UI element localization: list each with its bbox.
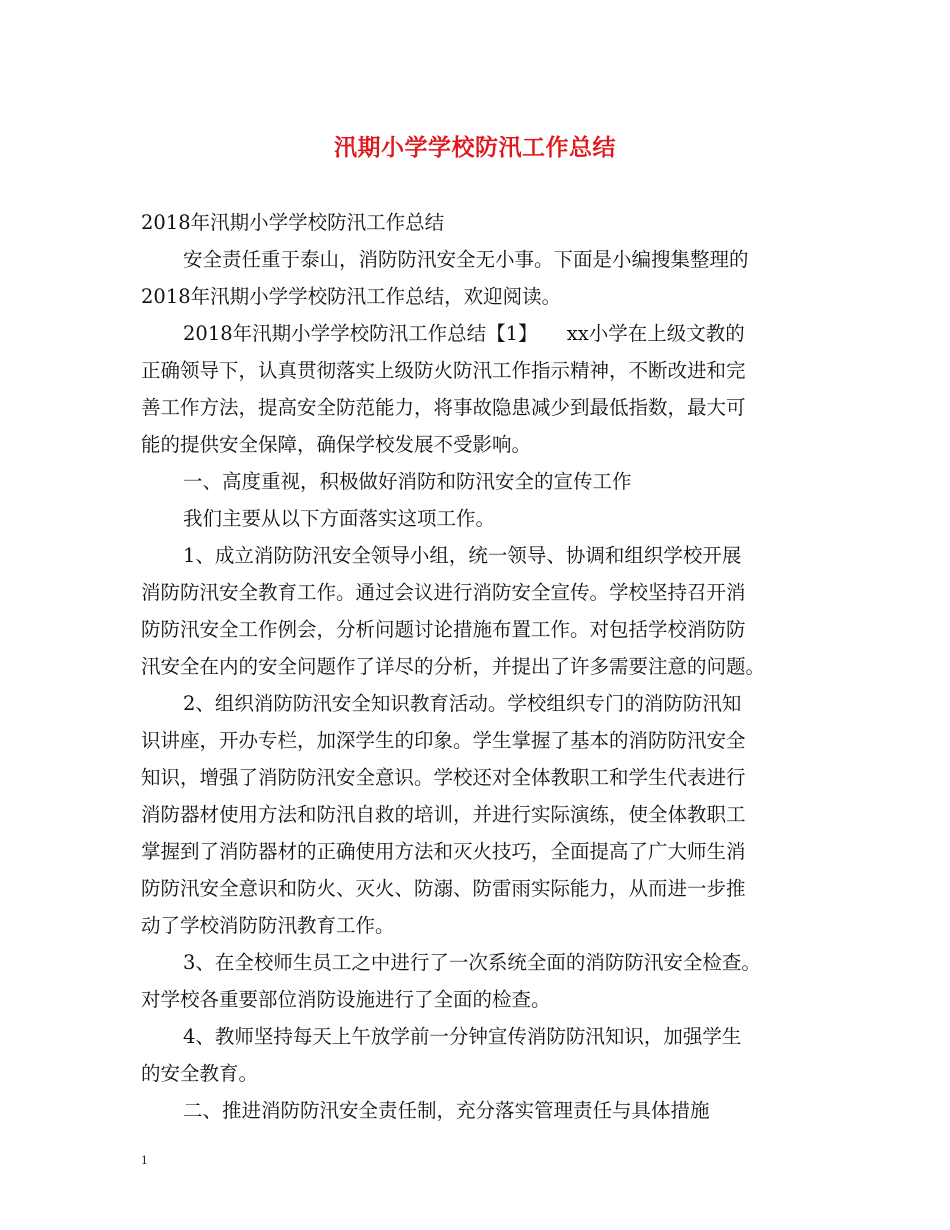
text-line: 知识，增强了消防防汛安全意识。学校还对全体教职工和学生代表进行 <box>141 766 746 789</box>
document-title: 汛期小学学校防汛工作总结 <box>334 134 616 161</box>
text-line: 善工作方法，提高安全防范能力，将事故隐患减少到最低指数，最大可 <box>141 396 746 419</box>
text-line: 一、高度重视，积极做好消防和防汛安全的宣传工作 <box>183 470 632 493</box>
page-number: 1 <box>141 1152 148 1167</box>
text-line: 2、组织消防防汛安全知识教育活动。学校组织专门的消防防汛知 <box>183 692 742 715</box>
text-line: 消防器材使用方法和防汛自救的培训，并进行实际演练，使全体教职工 <box>141 803 746 826</box>
text-line: 能的提供安全保障，确保学校发展不受影响。 <box>141 433 532 456</box>
text-line: 防防汛安全工作例会，分析问题讨论措施布置工作。对包括学校消防防 <box>141 618 746 641</box>
text-line: 4、教师坚持每天上午放学前一分钟宣传消防防汛知识，加强学生 <box>183 1025 742 1048</box>
text-line: 汛安全在内的安全问题作了详尽的分析，并提出了许多需要注意的问题。 <box>141 655 766 678</box>
text-line: 我们主要从以下方面落实这项工作。 <box>183 507 496 530</box>
text-line: 消防防汛安全教育工作。通过会议进行消防安全宣传。学校坚持召开消 <box>141 581 746 604</box>
text-line: 动了学校消防防汛教育工作。 <box>141 914 395 937</box>
text-line: 1、成立消防防汛安全领导小组，统一领导、协调和组织学校开展 <box>183 544 742 567</box>
text-line: 2018年汛期小学学校防汛工作总结 <box>141 211 445 234</box>
text-line: 2018年汛期小学学校防汛工作总结【1】 xx小学在上级文教的 <box>183 322 745 345</box>
text-line: 3、在全校师生员工之中进行了一次系统全面的消防防汛安全检查。 <box>183 951 761 974</box>
text-line: 对学校各重要部位消防设施进行了全面的检查。 <box>141 988 551 1011</box>
text-line: 的安全教育。 <box>141 1062 259 1085</box>
text-line: 识讲座，开办专栏，加深学生的印象。学生掌握了基本的消防防汛安全 <box>141 729 746 752</box>
text-line: 安全责任重于泰山，消防防汛安全无小事。下面是小编搜集整理的 <box>183 248 749 271</box>
text-line: 2018年汛期小学学校防汛工作总结，欢迎阅读。 <box>141 285 562 308</box>
text-line: 防防汛安全意识和防火、灭火、防溺、防雷雨实际能力，从而进一步推 <box>141 877 746 900</box>
text-line: 掌握到了消防器材的正确使用方法和灭火技巧，全面提高了广大师生消 <box>141 840 746 863</box>
text-line: 二、推进消防防汛安全责任制，充分落实管理责任与具体措施 <box>183 1099 710 1122</box>
text-line: 正确领导下，认真贯彻落实上级防火防汛工作指示精神，不断改进和完 <box>141 359 746 382</box>
